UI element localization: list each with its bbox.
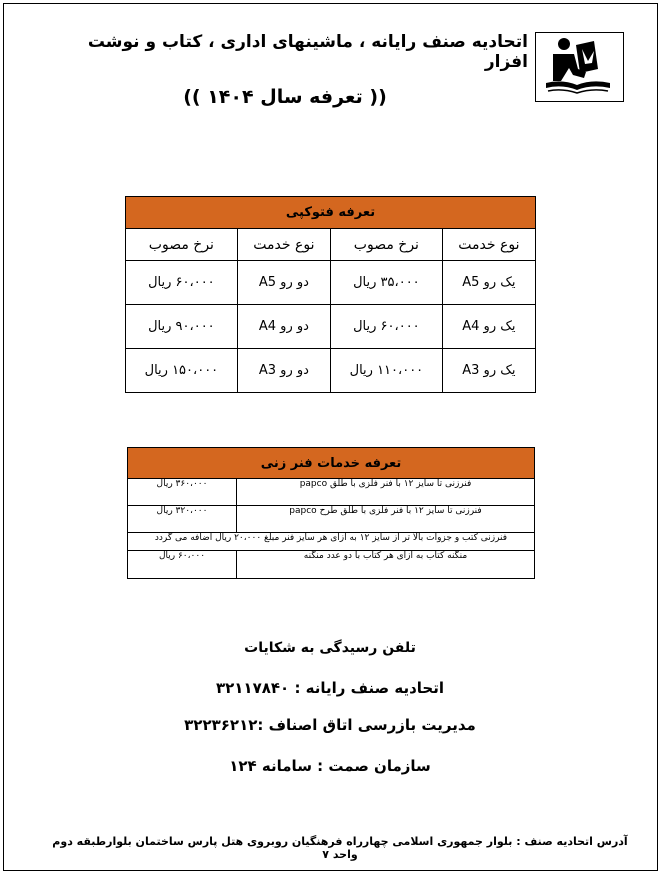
page-frame [3, 3, 658, 871]
table-row [128, 533, 535, 551]
union-address: آدرس اتحادیه صنف : بلوار جمهوری اسلامی چهارراه فرهنگیان روبروی هتل پارس ساختمان بلوارطبقه دوم واحد ۷ [52, 835, 628, 861]
col-header-service: نوع خدمت [442, 229, 535, 261]
service-cell: یک رو A4 [442, 305, 535, 349]
table-row [126, 305, 536, 349]
table-row [126, 349, 536, 393]
table-row [126, 261, 536, 305]
service-cell: یک رو A5 [442, 261, 535, 305]
binding-desc-cell: فنرزنی تا سایز ۱۲ با فنر فلزی با طلق papco [237, 479, 535, 506]
binding-price-cell: ۳۲۰،۰۰۰ ریال [128, 506, 237, 533]
binding-price-cell: ۶۰،۰۰۰ ریال [128, 551, 237, 579]
book-reader-icon [536, 33, 622, 100]
binding-tariff-table [127, 447, 535, 579]
rate-cell: ۹۰،۰۰۰ ریال [126, 305, 238, 349]
service-cell: دو رو A4 [237, 305, 330, 349]
col-header-rate: نرخ مصوب [331, 229, 443, 261]
table-row [128, 506, 535, 533]
col-header-rate: نرخ مصوب [126, 229, 238, 261]
table-row [128, 551, 535, 579]
union-phone: اتحادیه صنف رایانه : ۳۲۱۱۷۸۴۰ [215, 679, 445, 697]
service-cell: یک رو A3 [442, 349, 535, 393]
rate-cell: ۶۰،۰۰۰ ریال [331, 305, 443, 349]
service-cell: دو رو A3 [237, 349, 330, 393]
complaints-heading: تلفن رسیدگی به شکایات [244, 640, 416, 656]
photocopy-tariff-table [125, 196, 536, 393]
samt-system: سازمان صمت : سامانه ۱۲۴ [229, 757, 431, 775]
union-logo [535, 32, 624, 102]
union-title: اتحادیه صنف رایانه ، ماشینهای اداری ، کتاب و نوشت افزار [87, 32, 528, 72]
table-row [128, 479, 535, 506]
col-header-service: نوع خدمت [237, 229, 330, 261]
photocopy-table-title: تعرفه فتوکپی [126, 197, 536, 229]
rate-cell: ۱۱۰،۰۰۰ ریال [331, 349, 443, 393]
rate-cell: ۳۵،۰۰۰ ریال [331, 261, 443, 305]
binding-price-cell: ۳۶۰،۰۰۰ ریال [128, 479, 237, 506]
rate-cell: ۶۰،۰۰۰ ریال [126, 261, 238, 305]
binding-desc-cell: منگنه کتاب به ازای هر کتاب با دو عدد منگنه [237, 551, 535, 579]
tariff-year-title: (( تعرفه سال ۱۴۰۴ )) [183, 86, 387, 108]
inspection-phone: مدیریت بازرسی اتاق اصناف :۳۲۲۳۶۲۱۲ [184, 716, 476, 734]
binding-table-title: تعرفه خدمات فنر زنی [128, 448, 535, 479]
binding-desc-cell: فنرزنی تا سایز ۱۲ با فنر فلزی با طلق طرح papco [237, 506, 535, 533]
binding-note-cell: فنرزنی کتب و جزوات بالا تر از سایز ۱۲ به ازای هر سایز فنر مبلغ ۲۰،۰۰۰ ریال اضافه می گردد [128, 533, 535, 551]
rate-cell: ۱۵۰،۰۰۰ ریال [126, 349, 238, 393]
service-cell: دو رو A5 [237, 261, 330, 305]
